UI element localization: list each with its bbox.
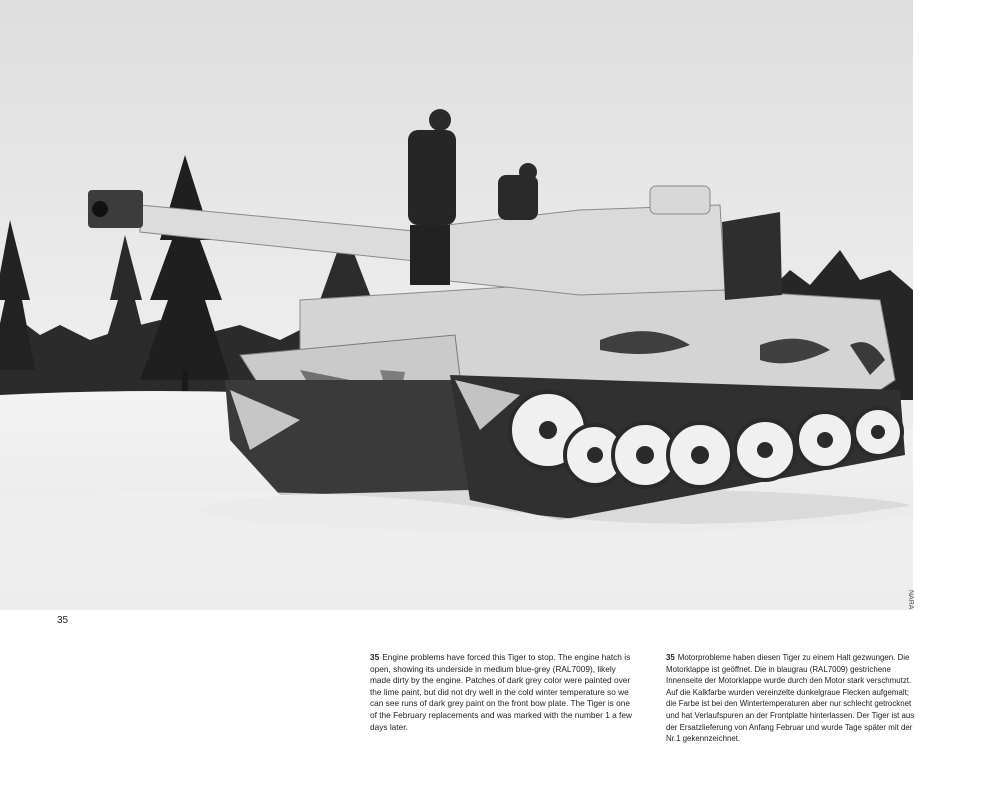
engine-hatch <box>722 212 782 300</box>
page-number: 35 <box>57 615 69 626</box>
caption-german-number: 35 <box>666 653 675 662</box>
caption-english <box>370 652 632 733</box>
caption-english-text: Engine problems have forced this Tiger to stop. The engine hatch is open, showing its underside in medium blue-grey (RAL7009), likely made dirty by the engine. Patches of dark grey color were painted over the lime paint, but did not dry well in the cold winter temperature so we can see runs of dark grey paint on the front bow plate. The Tiger is one of the February replacements and was marked with the number 1 a few days later. <box>370 652 632 732</box>
caption-german-text: Motorprobleme haben diesen Tiger zu einem Halt gezwungen. Die Motorklappe ist geöffnet. Die in blaugrau (RAL7009) gestrichene Innenseite der Motorklappe wurde durch den Motor stark verschmutzt. Auf die Kalkfarbe wurden vereinzelte dunkelgraue Flecken aufgemalt; die Farbe ist bei den Wintertemperaturen aber nur schlecht getrocknet und hat Verlaufspuren an der Frontplatte hinterlassen. Der Tiger ist aus der Ersatzlieferung von Anfang Februar und wurde Tage später mit der Nr.1 gekennzeichnet. <box>666 653 915 744</box>
photo-credit: NARA <box>907 590 914 610</box>
crew-member <box>408 130 456 225</box>
caption-english-number: 35 <box>370 652 380 662</box>
caption-german <box>666 652 916 745</box>
